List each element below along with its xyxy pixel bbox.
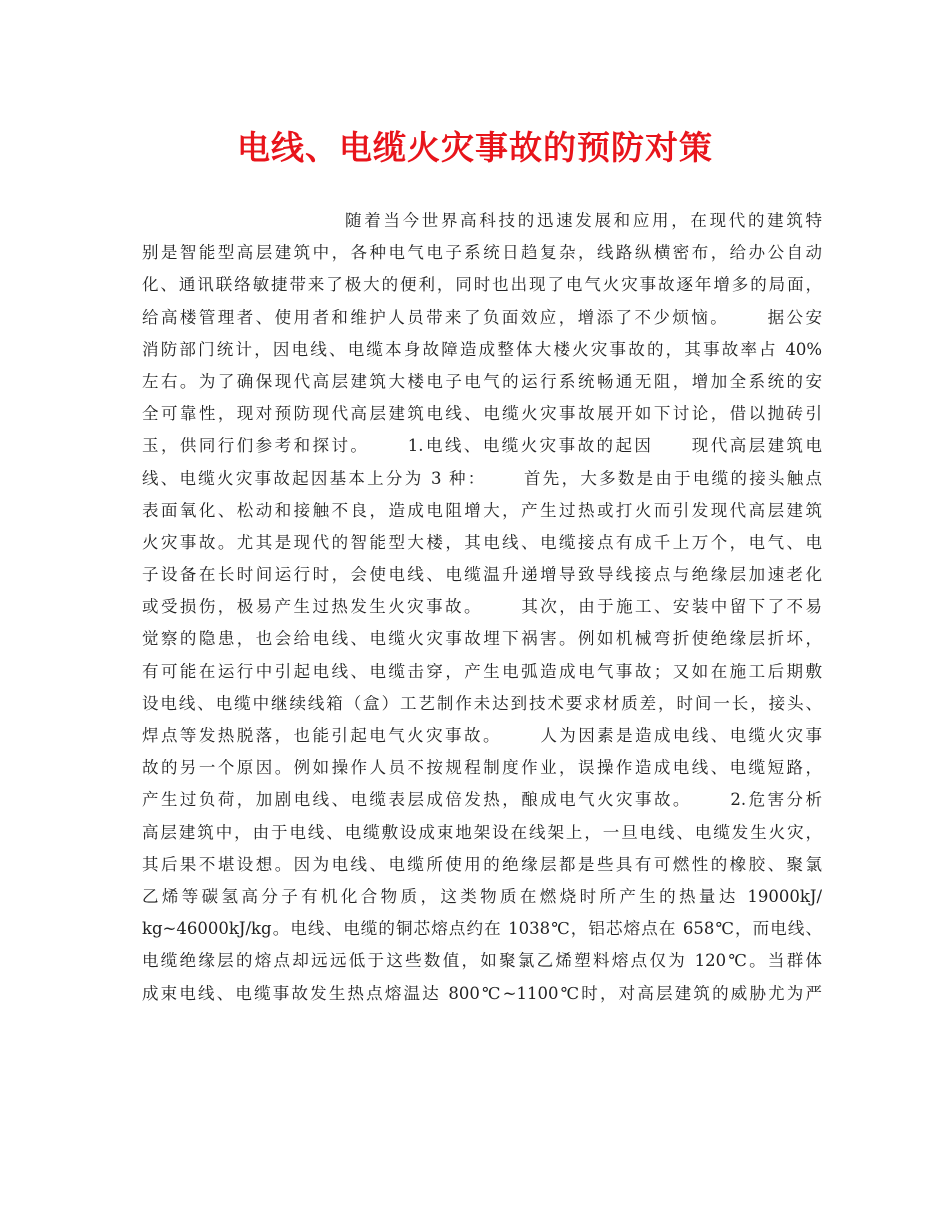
body-line: 随着当今世界高科技的迅速发展和应用，在现代的建筑特: [345, 211, 822, 230]
body-line: 全可靠性，现对预防现代高层建筑电线、电缆火灾事故展开如下讨论，借以抛砖引: [142, 404, 822, 424]
body-line: 表面氧化、松动和接触不良，造成电阻增大，产生过热或打火而引发现代高层建筑: [142, 500, 822, 520]
body-line: 火灾事故。尤其是现代的智能型大楼，其电线、电缆接点有成千上万个，电气、电: [142, 532, 822, 552]
body-line: 消防部门统计，因电线、电缆本身故障造成整体大楼火灾事故的，其事故率占 40%: [142, 339, 822, 359]
body-line: kg~46000kJ/kg。电线、电缆的铜芯熔点约在 1038℃，铝芯熔点在 658℃，而电线、: [142, 919, 822, 939]
body-line: 高层建筑中，由于电线、电缆敷设成束地架设在线架上，一旦电线、电缆发生火灾，: [142, 822, 822, 842]
body-line: 化、通讯联络敏捷带来了极大的便利，同时也出现了电气火灾事故逐年增多的局面，: [142, 275, 822, 295]
body-line: 有可能在运行中引起电线、电缆击穿，产生电弧造成电气事故；又如在施工后期敷: [142, 661, 822, 681]
document-title: 电线、电缆火灾事故的预防对策: [237, 128, 713, 167]
document-body: [142, 205, 822, 1010]
body-line: 别是智能型高层建筑中，各种电气电子系统日趋复杂，线路纵横密布，给办公自动: [142, 243, 822, 263]
body-line: 觉察的隐患，也会给电线、电缆火灾事故埋下祸害。例如机械弯折使绝缘层折坏，: [142, 629, 822, 649]
body-line: 乙烯等碳氢高分子有机化合物质，这类物质在燃烧时所产生的热量达 19000kJ/: [142, 886, 822, 906]
body-line: 其后果不堪设想。因为电线、电缆所使用的绝缘层都是些具有可燃性的橡胶、聚氯: [142, 854, 822, 874]
body-line: 焊点等发热脱落，也能引起电气火灾事故。 人为因素是造成电线、电缆火灾事: [142, 726, 822, 745]
body-line: 产生过负荷，加剧电线、电缆表层成倍发热，酿成电气火灾事故。 2.危害分析: [142, 790, 822, 810]
body-line: 电缆绝缘层的熔点却远远低于这些数值，如聚氯乙烯塑料熔点仅为 120℃。当群体: [142, 951, 822, 971]
body-line: 给高楼管理者、使用者和维护人员带来了负面效应，增添了不少烦恼。 据公安: [142, 307, 822, 327]
body-line: 或受损伤，极易产生过热发生火灾事故。 其次，由于施工、安装中留下了不易: [142, 597, 822, 617]
body-line: 线、电缆火灾事故起因基本上分为 3 种： 首先，大多数是由于电缆的接头触点: [142, 468, 822, 488]
body-line: 玉，供同行们参考和探讨。 1.电线、电缆火灾事故的起因 现代高层建筑电: [142, 436, 822, 456]
body-line: 子设备在长时间运行时，会使电线、电缆温升递增导致导线接点与绝缘层加速老化: [142, 565, 822, 585]
body-line: 故的另一个原因。例如操作人员不按规程制度作业，误操作造成电线、电缆短路，: [142, 758, 822, 778]
body-line: 成束电线、电缆事故发生热点熔温达 800℃~1100℃时，对高层建筑的威胁尤为严: [142, 983, 822, 1003]
body-line: 左右。为了确保现代高层建筑大楼电子电气的运行系统畅通无阻，增加全系统的安: [142, 371, 822, 391]
body-line: 设电线、电缆中继续线箱（盒）工艺制作未达到技术要求材质差，时间一长，接头、: [142, 693, 822, 713]
